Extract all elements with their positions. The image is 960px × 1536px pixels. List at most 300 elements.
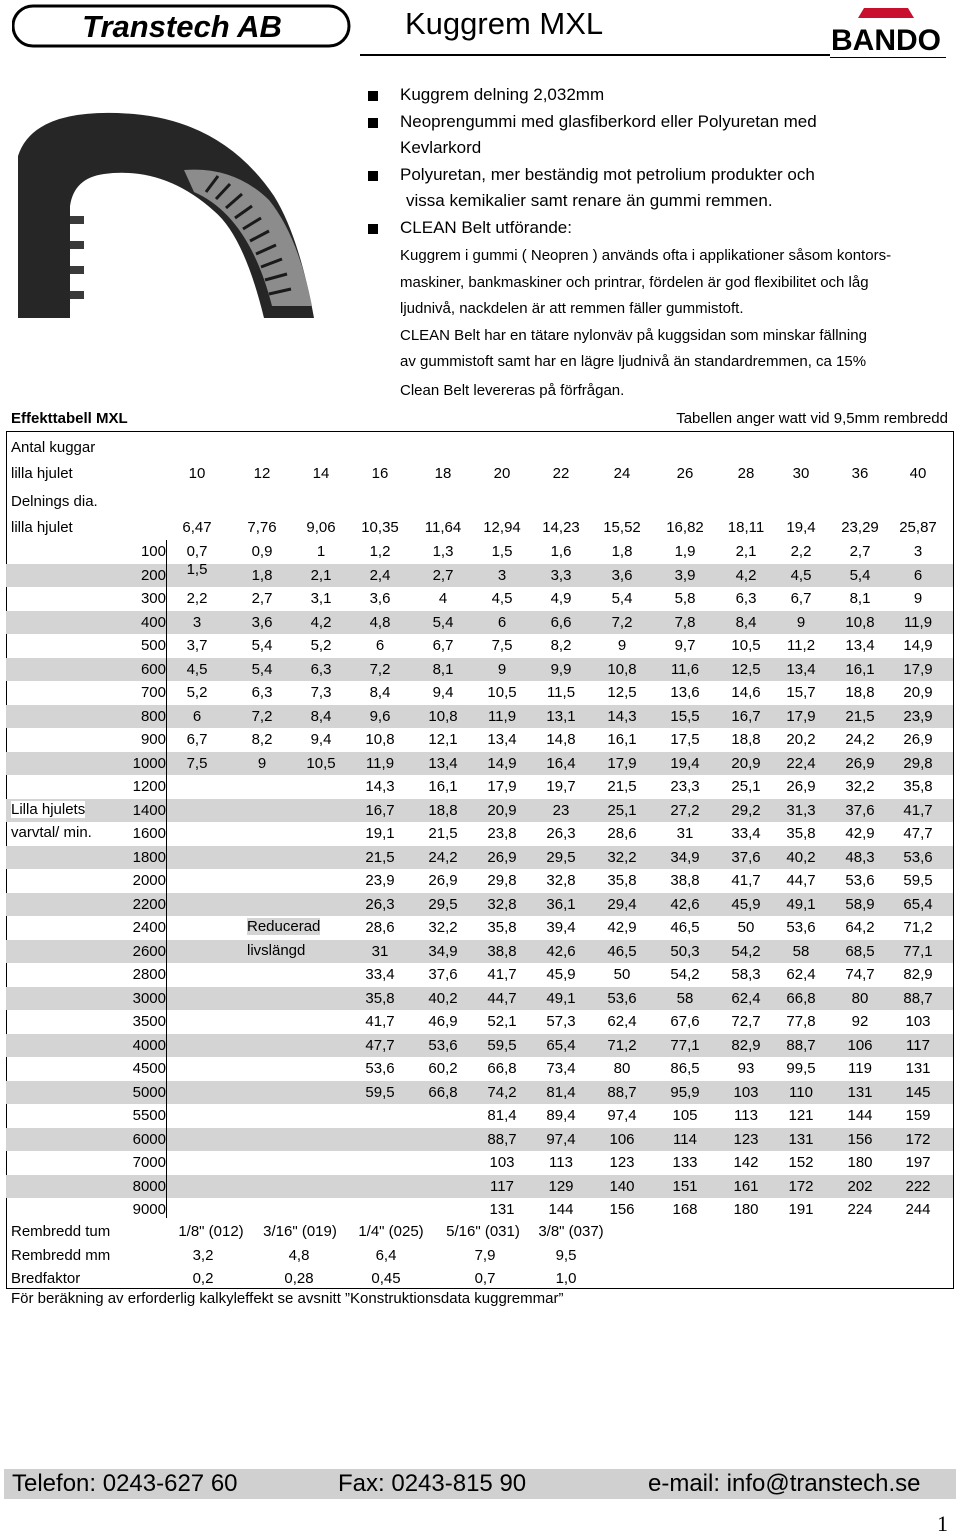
page-header [0, 0, 960, 62]
power-cell: 53,6 [903, 848, 933, 866]
power-cell: 25,1 [607, 801, 637, 819]
table-row [6, 846, 953, 870]
power-cell: 32,8 [546, 872, 576, 889]
power-cell: 33,4 [731, 825, 761, 842]
power-cell: 77,8 [786, 1013, 816, 1030]
power-cell: 20,9 [731, 754, 761, 772]
dia-label: Delnings dia. [11, 493, 98, 510]
power-cell: 106 [847, 1036, 873, 1054]
power-cell: 26,3 [365, 895, 395, 913]
power-cell: 161 [733, 1177, 759, 1195]
power-cell: 4,5 [790, 566, 812, 584]
power-cell: 14,9 [487, 754, 517, 772]
width-mm-cell: 3,2 [192, 1247, 214, 1264]
power-cell: 7,3 [310, 684, 332, 701]
power-cell: 4,9 [550, 590, 572, 607]
power-cell: 172 [905, 1130, 931, 1148]
power-cell: 72,7 [731, 1013, 761, 1030]
teeth-cell: 40 [909, 465, 927, 482]
clean-belt-text-6: Clean Belt levereras på förfrågan. [400, 381, 625, 399]
power-cell: 156 [847, 1130, 873, 1148]
power-cell: 23,8 [487, 825, 517, 842]
power-cell: 31 [676, 825, 694, 842]
clean-belt-text-5: av gummistoft samt har en lägre ljudnivå än standardremmen, ca 15% [400, 353, 867, 370]
rpm-cell: 100 [140, 543, 166, 560]
dia-cell: 7,76 [247, 519, 277, 536]
power-cell: 5,2 [186, 684, 208, 701]
power-cell: 3,7 [186, 637, 208, 654]
width-inch-cell: 1/8" (012) [178, 1223, 244, 1240]
power-cell: 35,8 [607, 872, 637, 889]
dia-cell: 16,82 [666, 519, 704, 536]
table-row [6, 540, 953, 564]
power-cell: 32,8 [487, 895, 517, 913]
table-row [6, 775, 953, 799]
power-cell: 54,2 [731, 942, 761, 960]
rpm-cell: 2400 [132, 919, 166, 936]
power-cell: 15,5 [670, 707, 700, 725]
bando-logo-text: BANDO [831, 24, 941, 57]
power-cell: 82,9 [903, 966, 933, 983]
power-cell: 28,6 [607, 825, 637, 842]
bullet-pitch: Kuggrem delning 2,032mm [368, 82, 948, 109]
power-cell: 16,7 [731, 707, 761, 725]
power-cell: 88,7 [786, 1036, 816, 1054]
power-cell: 5,4 [432, 613, 454, 631]
power-cell: 67,6 [670, 1013, 700, 1030]
power-cell: 3,9 [674, 566, 696, 584]
power-cell: 26,9 [487, 848, 517, 866]
power-cell: 47,7 [365, 1036, 395, 1054]
teeth-cell: 14 [312, 465, 330, 482]
power-cell: 14,3 [607, 707, 637, 725]
power-cell: 244 [905, 1201, 931, 1218]
power-cell: 12,5 [607, 684, 637, 701]
power-cell: 97,4 [607, 1107, 637, 1124]
table-row [6, 893, 953, 917]
table-border-top [6, 431, 954, 432]
power-cell: 58,9 [845, 895, 875, 913]
power-cell: 49,1 [546, 989, 576, 1007]
power-cell: 140 [609, 1177, 635, 1195]
dia-cell: 23,29 [841, 519, 879, 536]
dia-cell: 6,47 [182, 519, 212, 536]
power-cell: 26,9 [903, 731, 933, 748]
power-cell: 21,5 [607, 778, 637, 795]
power-cell: 46,5 [607, 942, 637, 960]
power-cell: 24,2 [845, 731, 875, 748]
table-border-right [953, 431, 954, 1288]
power-cell: 40,2 [786, 848, 816, 866]
teeth-row-label: lilla hjulet [11, 465, 73, 482]
teeth-cell: 28 [737, 465, 755, 482]
power-cell: 117 [490, 1177, 514, 1195]
power-cell: 6 [375, 637, 385, 654]
power-cell: 57,3 [546, 1013, 576, 1030]
power-cell: 4,5 [491, 590, 513, 607]
power-cell: 10,5 [306, 754, 336, 772]
power-cell: 105 [672, 1107, 698, 1124]
power-cell: 3,6 [369, 590, 391, 607]
table-row [6, 1198, 953, 1222]
power-cell: 7,2 [251, 707, 273, 725]
power-cell: 41,7 [365, 1013, 395, 1030]
power-cell: 34,9 [670, 848, 700, 866]
power-cell: 10,5 [487, 684, 517, 701]
fax-number: Fax: 0243-815 90 [338, 1470, 527, 1497]
power-cell: 82,9 [731, 1036, 761, 1054]
power-cell: 53,6 [845, 872, 875, 889]
power-cell: 15,7 [786, 684, 816, 701]
power-cell: 5,4 [251, 637, 273, 654]
table-title: Effekttabell MXL [11, 410, 128, 427]
power-cell: 3,6 [251, 613, 273, 631]
rpm-cell: 4000 [132, 1036, 166, 1054]
power-cell: 7,2 [369, 660, 391, 678]
width-mm-row [6, 1244, 953, 1268]
table-row [6, 752, 953, 776]
table-row [6, 799, 953, 823]
rpm-cell: 1800 [132, 848, 166, 866]
table-row [6, 963, 953, 987]
power-cell: 28,6 [365, 919, 395, 936]
dia-cell: 19,4 [786, 519, 816, 536]
power-cell: 11,5 [546, 684, 576, 701]
power-cell: 13,4 [487, 731, 517, 748]
table-row [6, 1057, 953, 1081]
power-cell: 131 [905, 1060, 931, 1077]
power-cell: 66,8 [428, 1083, 458, 1101]
power-cell: 1,6 [550, 543, 572, 560]
rpm-label: Lilla hjulets [11, 801, 86, 818]
power-cell: 46,9 [428, 1013, 458, 1030]
power-cell: 97,4 [546, 1130, 576, 1148]
power-cell: 119 [848, 1060, 872, 1077]
power-cell: 20,2 [786, 731, 816, 748]
table-row [6, 987, 953, 1011]
power-cell: 21,5 [365, 848, 395, 866]
power-cell: 5,8 [674, 590, 696, 607]
dia-row [6, 516, 953, 540]
power-cell: 17,9 [607, 754, 637, 772]
power-cell: 4,8 [369, 613, 391, 631]
teeth-label: Antal kuggar [11, 439, 96, 456]
power-cell: 8,4 [369, 684, 391, 701]
power-cell: 12,5 [731, 660, 761, 678]
power-cell: 50 [737, 919, 755, 936]
width-factor-label: Bredfaktor [11, 1270, 81, 1287]
rpm-cell: 800 [140, 707, 166, 725]
teeth-cell: 12 [253, 465, 271, 482]
power-cell: 2,2 [790, 543, 812, 560]
power-cell: 50,3 [670, 942, 700, 960]
teeth-cell: 20 [493, 465, 511, 482]
rpm-cell: 400 [140, 613, 166, 631]
power-cell: 103 [489, 1154, 515, 1171]
power-cell: 4 [438, 590, 448, 607]
width-factor-cell: 0,7 [474, 1270, 496, 1287]
power-cell: 6,7 [186, 731, 208, 748]
power-cell: 29,4 [607, 895, 637, 913]
width-inch-cell: 3/8" (037) [538, 1223, 604, 1240]
rpm-cell: 300 [140, 590, 166, 607]
power-cell: 27,2 [670, 801, 700, 819]
power-cell: 14,9 [903, 637, 933, 654]
dia-cell: 12,94 [483, 519, 521, 536]
power-cell: 4,5 [186, 660, 208, 678]
power-cell: 93 [737, 1060, 755, 1077]
power-cell: 9,6 [369, 707, 391, 725]
power-cell: 113 [549, 1154, 573, 1171]
power-cell: 2,1 [310, 566, 332, 584]
power-cell: 35,8 [786, 825, 816, 842]
power-cell: 14,3 [365, 778, 395, 795]
table-row [6, 822, 953, 846]
rpm-cell: 9000 [132, 1201, 166, 1218]
rpm-cell: 6000 [132, 1130, 166, 1148]
power-cell: 12,1 [428, 731, 458, 748]
width-mm-cell: 6,4 [375, 1247, 397, 1264]
power-cell: 7,5 [491, 637, 513, 654]
power-cell: 47,7 [903, 825, 933, 842]
rpm-cell: 7000 [132, 1154, 166, 1171]
power-cell: 23 [552, 801, 570, 819]
width-inch-label: Rembredd tum [11, 1223, 111, 1240]
power-cell: 2,7 [251, 590, 273, 607]
power-cell: 29,8 [487, 872, 517, 889]
width-inch-cell: 5/16" (031) [446, 1223, 520, 1240]
power-cell: 41,7 [487, 966, 517, 983]
power-cell: 62,4 [786, 966, 816, 983]
dia-cell: 14,23 [542, 519, 580, 536]
power-cell: 142 [733, 1154, 759, 1171]
power-cell: 3 [913, 543, 923, 560]
power-cell: 3,6 [611, 566, 633, 584]
power-cell: 65,4 [546, 1036, 576, 1054]
power-cell: 41,7 [903, 801, 933, 819]
power-cell: 9 [617, 637, 627, 654]
width-inch-cell: 3/16" (019) [263, 1223, 337, 1240]
power-cell: 8,1 [849, 590, 871, 607]
power-cell: 123 [733, 1130, 759, 1148]
transtech-logo-text: Transtech AB [82, 9, 282, 44]
rpm-cell: 4500 [132, 1060, 166, 1077]
power-cell: 58 [676, 989, 694, 1007]
table-row [6, 681, 953, 705]
power-cell: 151 [672, 1177, 698, 1195]
power-cell: 16,1 [607, 731, 637, 748]
table-row [6, 611, 953, 635]
power-cell: 39,4 [546, 919, 576, 936]
table-row [6, 1104, 953, 1128]
power-cell: 13,4 [428, 754, 458, 772]
power-cell: 31,3 [786, 801, 816, 819]
power-cell: 156 [609, 1201, 635, 1218]
power-cell: 145 [905, 1083, 931, 1101]
header-rule [360, 54, 830, 56]
power-cell: 3,3 [550, 566, 572, 584]
power-cell: 13,4 [845, 637, 875, 654]
table-row [6, 1151, 953, 1175]
power-cell: 42,6 [546, 942, 576, 960]
bullet-material-cont: Kevlarkord [400, 138, 482, 157]
power-cell: 26,9 [786, 778, 816, 795]
power-cell: 38,8 [487, 942, 517, 960]
power-cell: 8,4 [310, 707, 332, 725]
power-cell: 16,7 [365, 801, 395, 819]
rpm-cell: 2000 [132, 872, 166, 889]
power-cell: 68,5 [845, 942, 875, 960]
power-cell: 1,5 [491, 543, 513, 560]
contact-footer [4, 1469, 956, 1499]
dia-cell: 10,35 [361, 519, 399, 536]
teeth-row [6, 462, 953, 486]
rpm-cell: 2200 [132, 895, 166, 913]
width-inch-cell: 1/4" (025) [358, 1223, 424, 1240]
power-cell: 224 [847, 1201, 873, 1218]
power-cell: 129 [548, 1177, 574, 1195]
power-cell: 11,6 [670, 660, 700, 678]
width-mm-label: Rembredd mm [11, 1247, 111, 1264]
power-cell: 6 [497, 613, 507, 631]
power-cell: 23,9 [365, 872, 395, 889]
power-cell: 9,7 [674, 637, 696, 654]
table-row [6, 587, 953, 611]
width-mm-cell: 9,5 [555, 1247, 577, 1264]
width-factor-cell: 1,0 [555, 1270, 577, 1287]
power-cell: 26,9 [428, 872, 458, 889]
power-cell: 35,8 [903, 778, 933, 795]
power-cell: 144 [847, 1107, 873, 1124]
power-cell: 46,5 [670, 919, 700, 936]
power-cell: 106 [609, 1130, 635, 1148]
power-cell: 31 [371, 942, 389, 960]
power-cell: 80 [851, 989, 869, 1007]
power-cell: 3,1 [310, 590, 332, 607]
power-cell: 29,2 [731, 801, 761, 819]
power-cell: 6,7 [790, 590, 812, 607]
power-cell: 25,1 [731, 778, 761, 795]
power-cell: 45,9 [546, 966, 576, 983]
power-cell: 52,1 [487, 1013, 517, 1030]
power-cell: 191 [788, 1201, 814, 1218]
power-cell: 53,6 [607, 989, 637, 1007]
power-cell: 59,5 [487, 1036, 517, 1054]
power-cell: 7,8 [674, 613, 696, 631]
power-cell: 18,8 [731, 731, 761, 748]
reduced-life-label: Reducerad [247, 918, 321, 935]
power-cell: 37,6 [845, 801, 875, 819]
power-cell: 10,8 [365, 731, 395, 748]
power-cell: 20,9 [903, 684, 933, 701]
power-cell: 21,5 [845, 707, 875, 725]
power-cell: 2,4 [369, 566, 391, 584]
power-cell: 17,9 [487, 778, 517, 795]
table-row [6, 634, 953, 658]
power-cell: 86,5 [670, 1060, 700, 1077]
teeth-cell: 10 [188, 465, 206, 482]
reduced-life-label-2: livslängd [247, 942, 306, 959]
power-cell: 168 [672, 1201, 698, 1218]
power-cell: 8,4 [735, 613, 757, 631]
power-cell: 58 [792, 942, 810, 960]
rpm-cell: 3000 [132, 989, 166, 1007]
table-row [6, 916, 953, 940]
power-cell: 66,8 [786, 989, 816, 1007]
rpm-cell: 500 [140, 637, 166, 654]
rpm-cell: 1000 [132, 754, 166, 772]
teeth-cell: 30 [792, 465, 810, 482]
power-cell: 152 [788, 1154, 814, 1171]
power-cell: 10,8 [845, 613, 875, 631]
width-factor-cell: 0,28 [284, 1270, 314, 1287]
power-cell: 2,7 [432, 566, 454, 584]
dia-cell: 15,52 [603, 519, 641, 536]
width-factor-cell: 0,2 [192, 1270, 214, 1287]
dia-cell: 25,87 [899, 519, 937, 536]
power-cell: 9,4 [432, 684, 454, 701]
power-cell: 49,1 [786, 895, 816, 913]
teeth-cell: 16 [371, 465, 389, 482]
power-cell: 11,2 [786, 637, 816, 654]
power-cell: 5,2 [310, 637, 332, 654]
power-cell: 35,8 [487, 919, 517, 936]
power-cell: 4,2 [310, 613, 332, 631]
clean-belt-text-3: ljudnivå, nackdelen är att remmen fäller gummistoft. [400, 300, 744, 317]
email-address[interactable]: e-mail: info@transtech.se [648, 1470, 921, 1497]
power-cell: 24,2 [428, 848, 458, 866]
power-cell: 6,7 [432, 637, 454, 654]
rpm-cell: 8000 [132, 1177, 166, 1195]
power-cell: 9 [796, 613, 806, 631]
power-cell: 41,7 [731, 872, 761, 889]
power-cell: 26,3 [546, 825, 576, 842]
power-cell: 29,5 [546, 848, 576, 866]
table-row [6, 705, 953, 729]
clean-belt-text-4: CLEAN Belt har en tätare nylonväv på kuggsidan som minskar fällning [400, 326, 867, 344]
power-cell: 29,8 [903, 754, 933, 772]
rpm-cell: 200 [140, 566, 166, 584]
power-cell: 81,4 [487, 1107, 517, 1124]
teeth-cell: 36 [851, 465, 869, 482]
power-cell: 33,4 [365, 966, 395, 983]
power-cell: 11,9 [903, 613, 933, 631]
power-cell: 172 [788, 1177, 814, 1195]
power-cell: 1,2 [369, 543, 391, 560]
power-cell: 6,3 [251, 684, 273, 701]
power-cell: 19,1 [365, 825, 395, 842]
power-cell: 1,8 [611, 543, 633, 560]
table-row [6, 658, 953, 682]
power-cell: 180 [847, 1154, 873, 1171]
width-inch-row [6, 1220, 953, 1244]
power-cell: 9 [913, 590, 923, 607]
power-cell: 36,1 [546, 895, 576, 913]
power-cell: 121 [788, 1107, 814, 1124]
bullet-polyurethane-cont: vissa kemikalier samt renare än gummi remmen. [406, 191, 773, 210]
power-cell: 1,5 [186, 560, 208, 578]
bullet-clean-belt: CLEAN Belt utförande: [368, 215, 948, 242]
rpm-cell: 5000 [132, 1083, 166, 1101]
power-cell: 131 [788, 1130, 814, 1148]
power-cell: 74,2 [487, 1083, 517, 1101]
power-cell: 89,4 [546, 1107, 576, 1124]
power-cell: 10,5 [731, 637, 761, 654]
clean-belt-text-1: Kuggrem i gummi ( Neopren ) används ofta i applikationer såsom kontors- [400, 247, 892, 264]
rpm-cell: 1200 [132, 778, 166, 795]
power-cell: 6 [913, 566, 923, 584]
power-cell: 5,4 [611, 590, 633, 607]
